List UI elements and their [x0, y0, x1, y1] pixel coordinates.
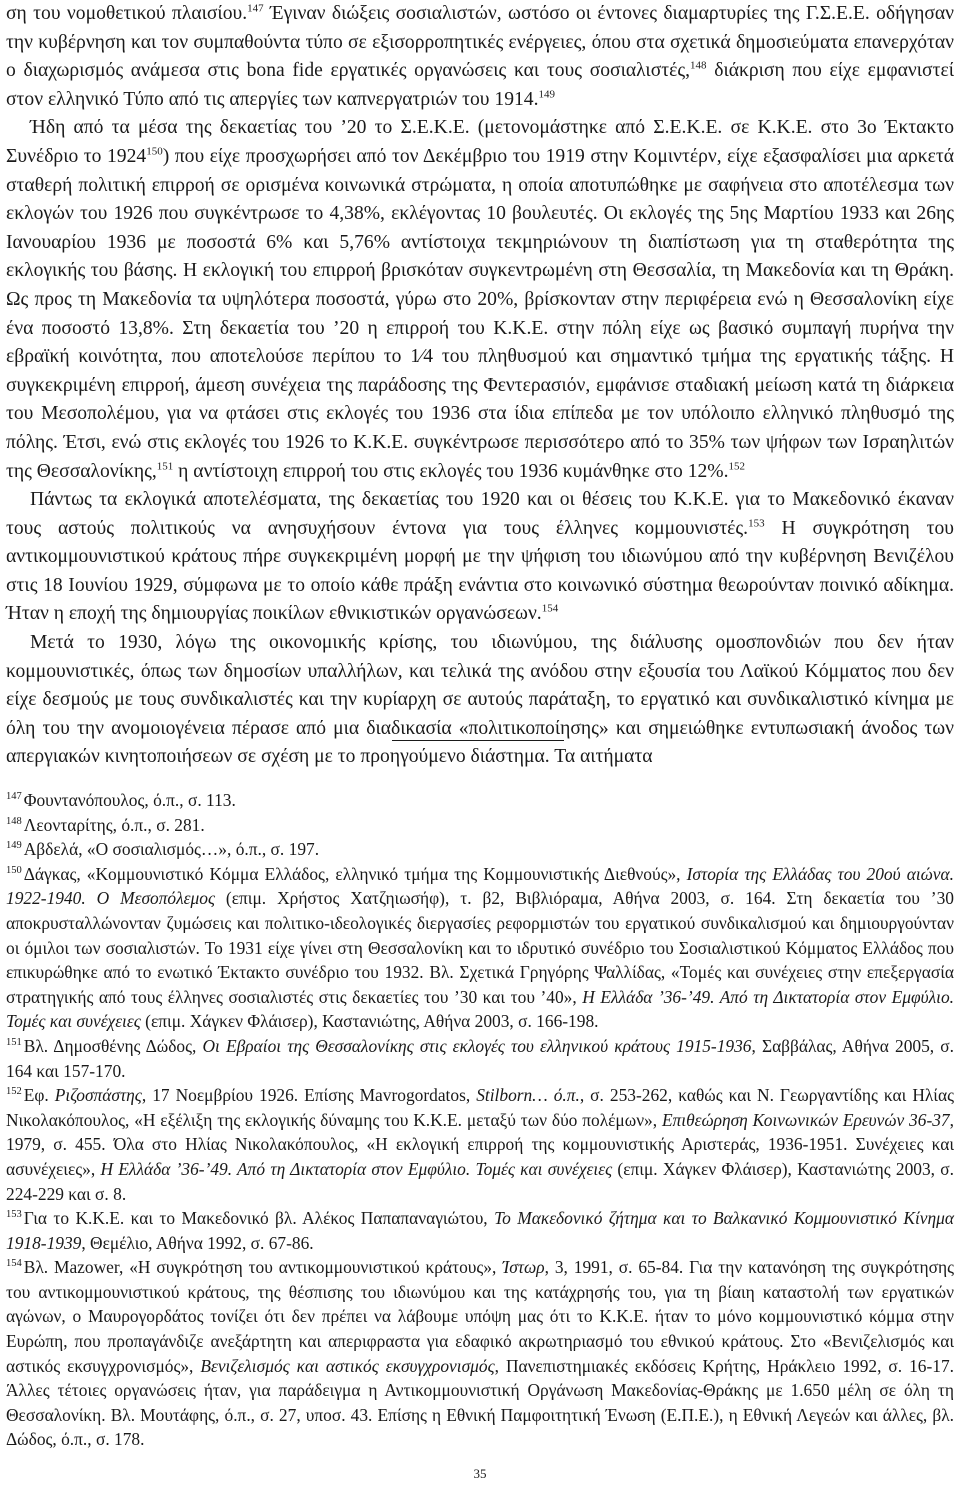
- page-number: 35: [473, 1466, 487, 1481]
- footnote-154: $^{154}$ Βλ. Mazower, «Η συγκρότηση του αντικομμουνιστικού κράτους», Ίστωρ, 3, 1991, σ. 65-84. Για την κατανόηση της συγκρότησης του αντικομμουνιστικού κράτους, της θέσπισης του ιδιωνύμου και της κατάχρησής του, για τη βίαιη καταστολή των εργατικών αγώνων, ο Μαυρογορδάτος τονίζει ότι δεν πρέπει να λάβουμε υπόψη μας ότι το Κ.Κ.Ε. ήταν το μόνο κομμουνιστικό κόμμα στην Ευρώπη, που προπαγάνδιζε ανεξάρτητη και απεριφραστα για εδαφικό ακρωτηριασμό του εθνικού κράτους. Στο «Βενιζελισμός και αστικός εκσυγχρονισμός», Βενιζελισμός και αστικός εκσυγχρονισμός, Πανεπιστημιακές εκδόσεις Κρήτης, Ηράκλειο 1992, σ. 16-17. Άλλες τέτοιες οργανώσεις ήταν, για παράδειγμα η Αντικομμουνιστική Οργάνωση Μακεδονίας-Θράκης με 1.650 μέλη σε όλη τη Θεσσαλονίκη. Βλ. Μουτάφης, ό.π., σ. 27, υποσ. 43. Επίσης η Εθνική Παμφοιτητική Ένωση (Ε.Π.Ε.), η Εθνική Λεγεών και άλλες, βλ. Δώδος, ό.π., σ. 178.: [6, 1257, 955, 1450]
- footnote-152: $^{152}$ Εφ. Ριζοσπάστης, 17 Νοεμβρίου 1926. Επίσης Mavrogordatos, Stilborn… ό.π., σ. 253-262, καθώς και Ν. Γεωργαντίδης και Ηλίας Νικολακόπουλος, «Η εξέλιξη της εκλογικής δύναμης του Κ.Κ.Ε. μεταξύ των δύο πολέμων», Επιθεώρηση Κοινωνικών Ερευνών 36-37, 1979, σ. 455. Όλα στο Ηλίας Νικολακόπουλος, «Η εκλογική επιρροή της κομμουνιστικής Αριστεράς, 1936-1951. Συνέχειες και ασυνέχειες», Η Ελλάδα ’36-’49. Από τη Δικτατορία στον Εμφύλιο. Τομές και συνέχειες (επιμ. Χάγκεν Φλάισερ), Καστανιώτης 2003, σ. 224-229 και σ. 8.: [6, 1085, 954, 1204]
- footnote-ref-151[interactable]: 151: [156, 459, 174, 472]
- footnote-ref-153[interactable]: 153: [748, 517, 765, 530]
- footnote-148: $^{148}$ Λεονταρίτης, ό.π., σ. 281.: [6, 814, 205, 835]
- paragraph-2: Ήδη από τα μέσα της δεκαετίας του ’20 το Σ.Ε.Κ.Ε. (μετονομάστηκε από Σ.Ε.Κ.Ε. σε Κ.Κ.Ε. στο 3ο Έκτακτο Συνέδριο το 1924$^{150}$) που είχε προσχωρήσει από τον Δεκέμβριο του 1919 στην Κομιντέρν, είχε εξασφαλίσει μια αρκετά σταθερή πολιτική επιρροή σε ορισμένα κοινωνικά στρώματα, η οποία αποτυπώθηκε με σαφήνεια στο αποτέλεσμα των εκλογών του 1926 που συγκέντρωσε το 4,38%, εκλέγοντας 10 βουλευτές. Οι εκλογές της 5ης Μαρτίου 1933 και 26ης Ιανουαρίου 1936 με ποσοστά 6% και 5,76% αντίστοιχα τεκμηριώνουν τη διαπίστωση για τη σταθερότητα της εκλογικής του βάσης. Η εκλογική του επιρροή βρισκόταν συγκεντρωμένη στη Θεσσαλία, τη Μακεδονία και τη Θράκη. Ως προς τη Μακεδονία τα υψηλότερα ποσοστά, γύρω στο 20%, βρίσκονταν στην περιφέρεια ενώ η Θεσσαλονίκη είχε ένα ποσοστό 13,8%. Στη δεκαετία του ’20 η επιρροή του Κ.Κ.Ε. στην πόλη είχε ως βασικό συμπαγή πυρήνα την εβραϊκή κοινότητα, που αποτελούσε περίπου το 1⁄4 του πληθυσμού και σημαντικό τμήμα της εργατικής τάξης. Η συγκεκριμένη επιρροή, άμεση συνέχεια της παράδοσης της Φεντερασιόν, εμφάνισε σταδιακή μείωση κατά τη διάρκεια του Μεσοπολέμου, για να φτάσει στις εκλογές του 1936 στα ίδια επίπεδα με τον υπόλοιπο ελληνικό πληθυσμό της πόλης. Έτσι, ενώ στις εκλογές του 1926 το Κ.Κ.Ε. συγκέντρωσε περισσότερο από το 35% των ψήφων των Ισραηλιτών της Θεσσαλονίκης,$^{151}$ η αντίστοιχη επιρροή του στις εκλογές του 1936 κυμάνθηκε στο 12%.$^{152}$: [6, 117, 954, 482]
- footnote-ref-152[interactable]: 152: [728, 459, 746, 472]
- paragraph-1: ση του νομοθετικού πλαισίου.$^{147}$ Έγιναν διώξεις σοσιαλιστών, ωστόσο οι έντονες διαμαρτυρίες της Γ.Σ.Ε.Ε. οδήγησαν την κυβέρνηση και τον συμπαθούντα τύπο σε εξισορροπητικές ενέργειες, όπου στα σχετικά δημοσιεύματα επανερχόταν ο διαχωρισμός ανάμεσα στις bona fide εργατικές οργανώσεις και τους σοσιαλιστές,$^{148}$ διάκριση που είχε εμφανιστεί στον ελληνικό Τύπο από τις απεργίες των καπνεργατριών του 1914.$^{149}$: [6, 2, 955, 110]
- footnote-153: $^{153}$ Για το Κ.Κ.Ε. και το Μακεδονικό βλ. Αλέκος Παπαπαναγιώτου, Το Μακεδονικό ζήτημα και το Βαλκανικό Κομμουνιστικό Κίνημα 1918-1939, Θεμέλιο, Αθήνα 1992, σ. 67-86.: [6, 1208, 954, 1253]
- footnotes-section: [6, 788, 954, 1452]
- paragraph-3: Πάντως τα εκλογικά αποτελέσματα, της δεκαετίας του 1920 και οι θέσεις του Κ.Κ.Ε. για το Μακεδονικό έκαναν τους αστούς πολιτικούς να ανησυχήσουν έντονα για τους έλληνες κομμουνιστές.$^{153}$ Η συγκρότηση του αντικομμουνιστικού κράτους πήρε συγκεκριμένη μορφή με την ψήφιση του ιδιωνύμου από την κυβέρνηση Βενιζέλου στις 18 Ιουνίου 1929, σύμφωνα με το οποίο κάθε πράξη ενάντια στο κοινωνικό σύστημα θεωρούνταν ποινικό αδίκημα. Ήταν η εποχή της δημιουργίας ποικίλων εθνικιστικών οργανώσεων.$^{154}$: [6, 489, 954, 625]
- footnote-ref-148[interactable]: 148: [690, 59, 707, 72]
- footnote-150: $^{150}$ Δάγκας, «Κομμουνιστικό Κόμμα Ελλάδος, ελληνικό τμήμα της Κομμουνιστικής Διεθνούς», Ιστορία της Ελλάδας του 20ού αιώνα. 1922-1940. Ο Μεσοπόλεμος (επιμ. Χρήστος Χατζηιωσήφ), τ. β2, Βιβλιόραμα, Αθήνα 2003, σ. 164. Στη δεκαετία του ’30 αποκρυσταλλώνονταν ζυμώσεις και πολιτικο-ιδεολογικές διεργασίες ρεφορμιστών του εργατικού συνδικαλισμού και δημιουργούνταν οι όμιλοι των σοσιαλιστών. Το 1931 είχε γίνει στη Θεσσαλονίκη και το ιδρυτικό συνέδριο του Σοσιαλιστικού Κόμματος Ελλάδος που επικυρώθηκε από το ενωτικό Έκτακτο συνέδριο του 1932. Βλ. Σχετικά Γρηγόρης Ψαλλίδας, «Τομές και συνέχειες στην επεξεργασία στρατηγικής από τους έλληνες σοσιαλιστές στις δεκαετίες του ’30 και του ’40», Η Ελλάδα ’36-’49. Από τη Δικτατορία στον Εμφύλιο. Τομές και συνέχειες (επιμ. Χάγκεν Φλάισερ), Καστανιώτης, Αθήνα 2003, σ. 166-198.: [6, 863, 954, 1032]
- paragraph-4: Μετά το 1930, λόγω της οικονομικής κρίσης, του ιδιωνύμου, της διάλυσης ομοσπονδιών που δεν ήταν κομμουνιστικές, όπως των δημοσίων υπαλλήλων, και τελικά της ανόδου στην εξουσία του Λαϊκού Κόμματος που δεν είχε δεσμούς με τους συνδικαλιστές και την κυρίαρχη σε αυτούς παράταξη, το εργατικό και συνδικαλιστικό κίνημα με όλη του την ανομοιογένεια πέρασε από μια διαδικασία «πολιτικοποίησης» και σημειώθηκε εντυπωσιακή άνοδος των απεργιακών κινητοποιήσεων σε σχέση με το προηγούμενο διάστημα. Τα αιτήματα: [6, 632, 954, 768]
- footnote-ref-147[interactable]: 147: [247, 2, 264, 15]
- main-body-text: [6, 0, 954, 772]
- footnote-147: $^{147}$ Φουντανόπουλος, ό.π., σ. 113.: [6, 790, 236, 810]
- footnote-separator: [392, 740, 564, 741]
- footnote-ref-154[interactable]: 154: [541, 602, 559, 615]
- footnote-149: $^{149}$ Αβδελά, «Ο σοσιαλισμός…», ό.π., σ. 197.: [6, 839, 320, 860]
- footnote-ref-149[interactable]: 149: [538, 88, 555, 101]
- footnote-ref-150[interactable]: 150: [146, 145, 163, 158]
- footnote-151: $^{151}$ Βλ. Δημοσθένης Δώδος, Οι Εβραίοι της Θεσσαλονίκης στις εκλογές του ελληνικού κράτους 1915-1936, Σαββάλας, Αθήνα 2005, σ. 164 και 157-170.: [6, 1035, 954, 1081]
